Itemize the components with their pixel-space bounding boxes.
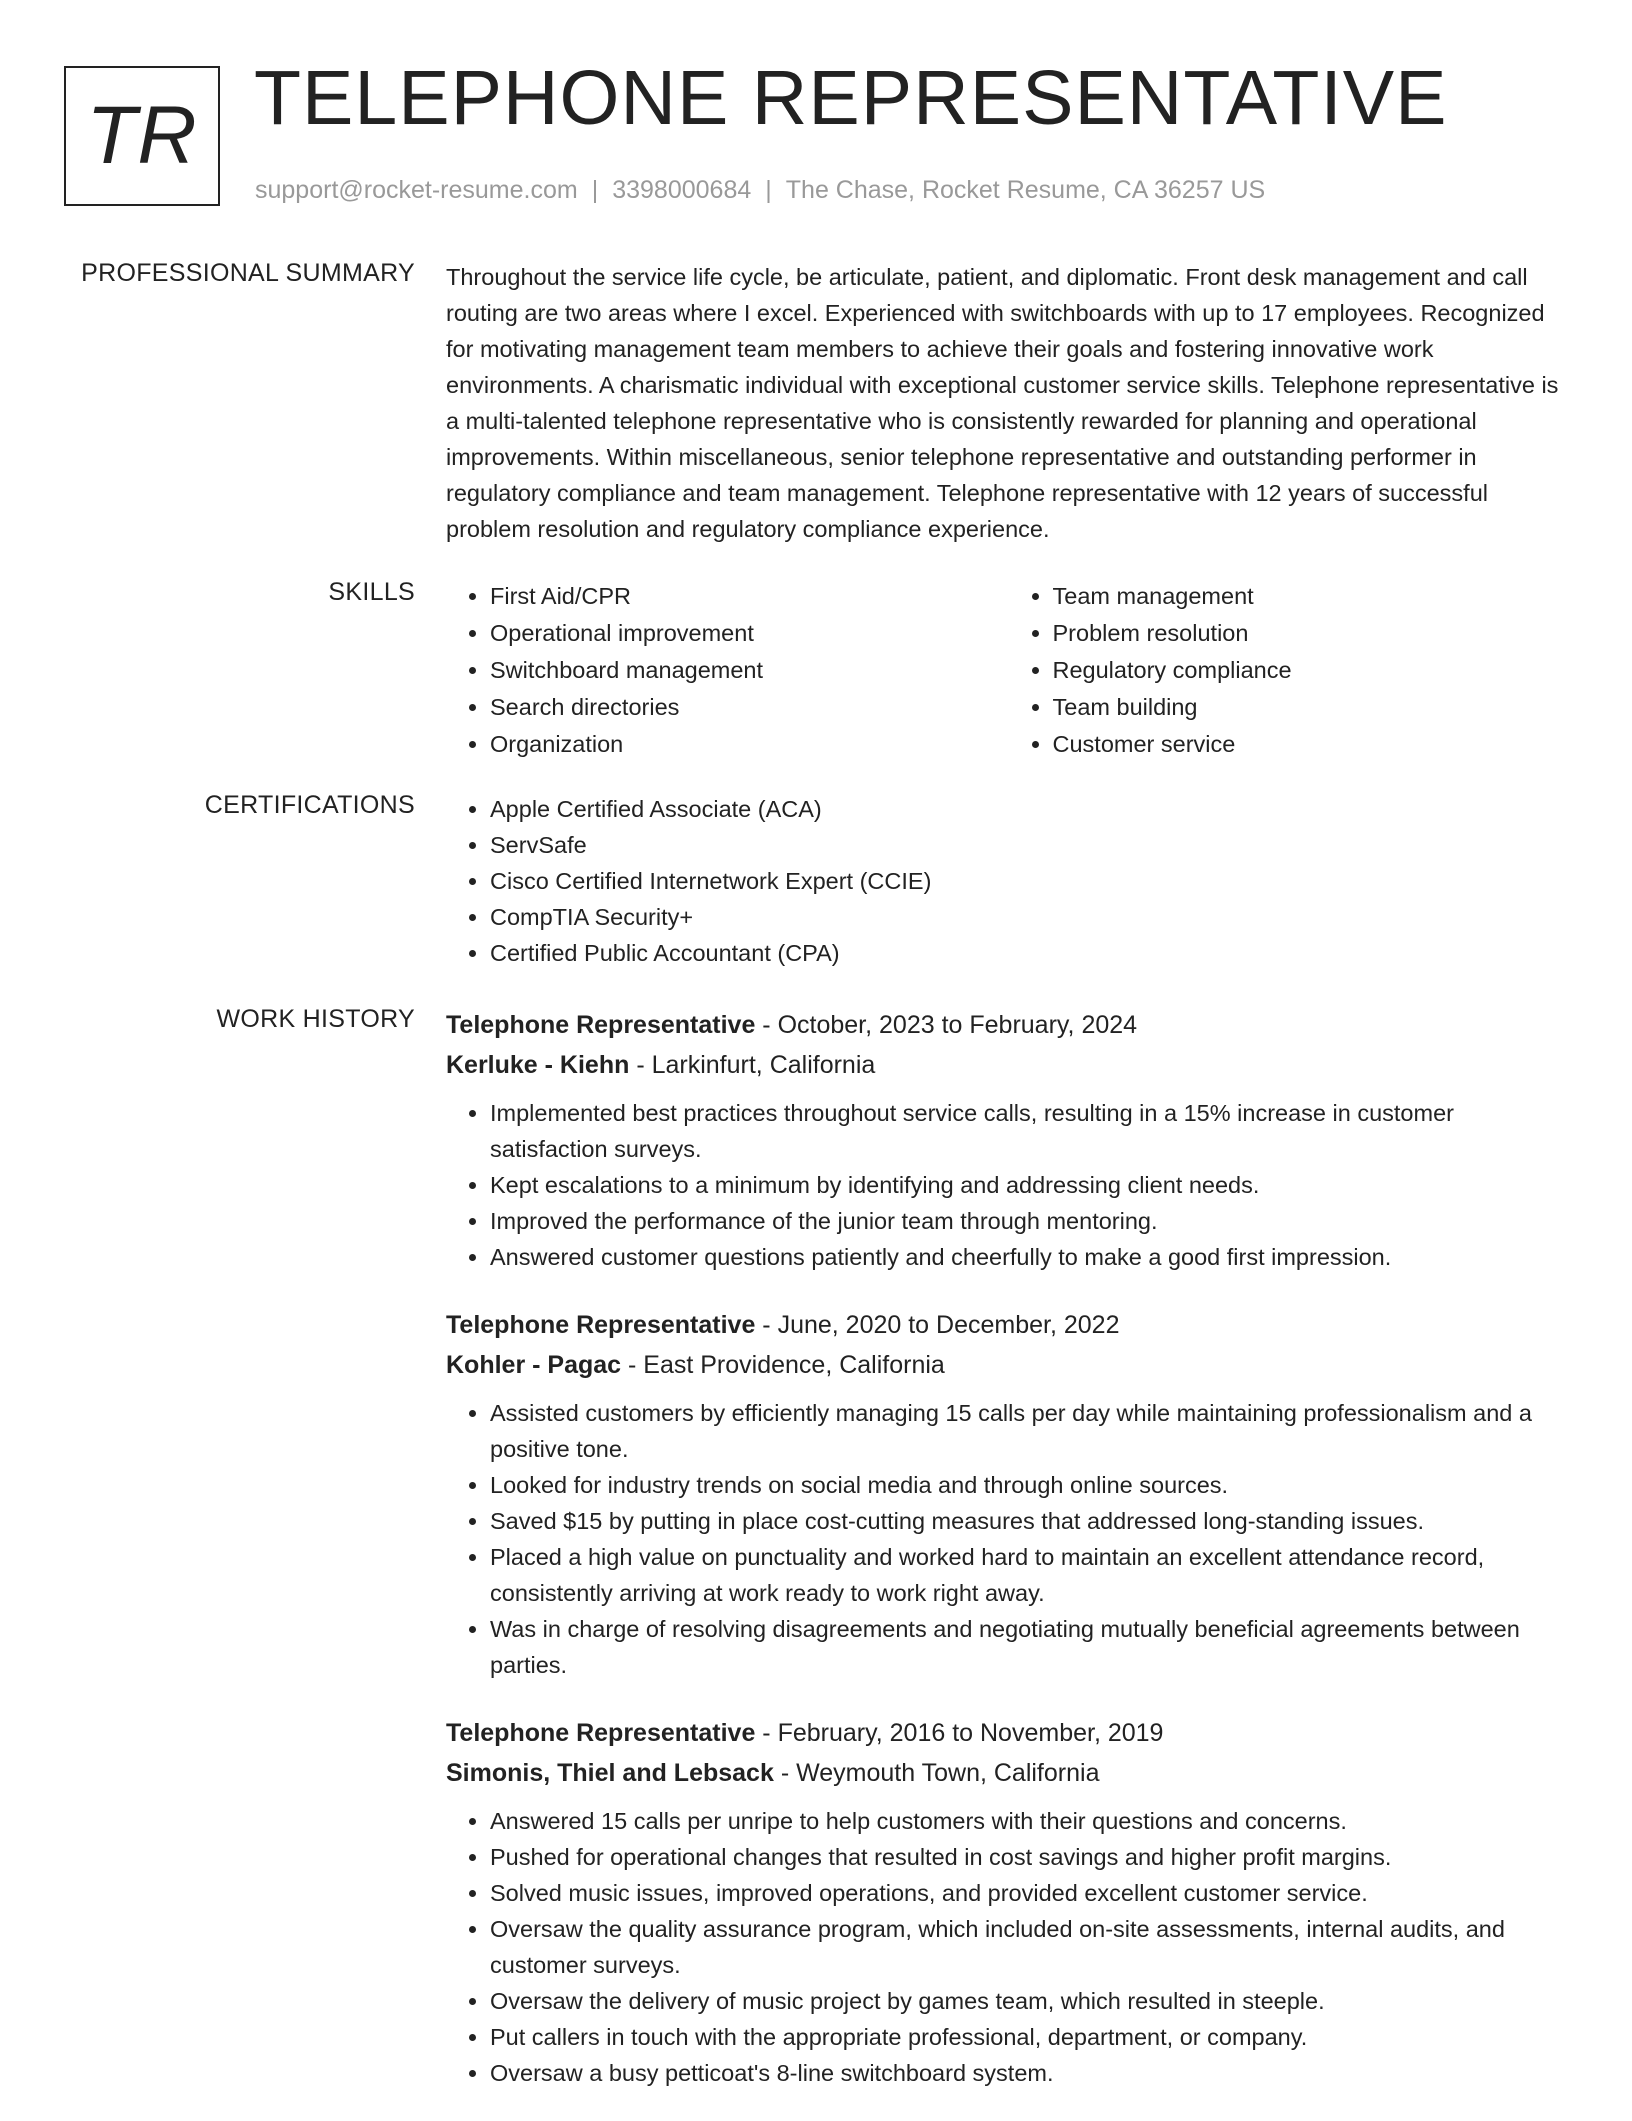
job-company-line bbox=[446, 1753, 1571, 1793]
section-label-skills: SKILLS bbox=[328, 578, 415, 606]
contact-separator: | bbox=[591, 176, 599, 204]
work-history-body bbox=[446, 1005, 1571, 2121]
job-title: Telephone Representative bbox=[446, 1719, 756, 1747]
job-location: - Weymouth Town, California bbox=[773, 1759, 1100, 1787]
job-company: Simonis, Thiel and Lebsack bbox=[446, 1759, 774, 1787]
certifications-list bbox=[446, 791, 1571, 971]
contact-email: support@rocket-resume.com bbox=[255, 176, 578, 204]
job-bullet: • Placed a high value on punctuality and worked hard to maintain an excellent attendance record, consistently arriving at work ready to work right away. bbox=[490, 1539, 1571, 1611]
job-bullet: • Was in charge of resolving disagreements and negotiating mutually beneficial agreements between parties. bbox=[490, 1611, 1571, 1683]
job-bullet: • Looked for industry trends on social media and through online sources. bbox=[490, 1467, 1571, 1503]
monogram-box bbox=[64, 66, 220, 206]
job-title-line bbox=[446, 1305, 1571, 1345]
job-bullet: • Saved $15 by putting in place cost-cutting measures that addressed long-standing issues. bbox=[490, 1503, 1571, 1539]
job-dates: - October, 2023 to February, 2024 bbox=[755, 1011, 1138, 1039]
skills-body bbox=[446, 578, 1571, 763]
section-label-work-history: WORK HISTORY bbox=[216, 1005, 415, 1033]
job-bullet: • Oversaw a busy petticoat's 8-line switchboard system. bbox=[490, 2055, 1571, 2091]
job-bullets bbox=[446, 1395, 1571, 1683]
certifications-body bbox=[446, 791, 1571, 971]
job-bullet: • Answered customer questions patiently and cheerfully to make a good first impression. bbox=[490, 1239, 1571, 1275]
certification-item: • ServSafe bbox=[490, 827, 1571, 863]
job-bullet: • Answered 15 calls per unripe to help customers with their questions and concerns. bbox=[490, 1803, 1571, 1839]
job-entry bbox=[446, 1305, 1571, 1683]
skill-item: • Problem resolution bbox=[1053, 615, 1572, 652]
summary-body bbox=[446, 259, 1571, 547]
job-bullet: • Oversaw the delivery of music project by games team, which resulted in steeple. bbox=[490, 1983, 1571, 2019]
section-label-summary: PROFESSIONAL SUMMARY bbox=[81, 259, 415, 287]
job-location: - Larkinfurt, California bbox=[629, 1051, 876, 1079]
job-bullets bbox=[446, 1803, 1571, 2091]
job-company-line bbox=[446, 1045, 1571, 1085]
skill-item: • Switchboard management bbox=[490, 652, 1009, 689]
certification-item: • CompTIA Security+ bbox=[490, 899, 1571, 935]
job-entry bbox=[446, 1713, 1571, 2091]
certification-item: • Apple Certified Associate (ACA) bbox=[490, 791, 1571, 827]
resume-title: TELEPHONE REPRESENTATIVE bbox=[254, 55, 1448, 141]
skills-list-right bbox=[1009, 578, 1572, 763]
job-bullet: • Implemented best practices throughout service calls, resulting in a 15% increase in customer satisfaction surveys. bbox=[490, 1095, 1571, 1167]
job-dates: - February, 2016 to November, 2019 bbox=[755, 1719, 1164, 1747]
skill-item: • First Aid/CPR bbox=[490, 578, 1009, 615]
certification-item: • Certified Public Accountant (CPA) bbox=[490, 935, 1571, 971]
skill-item: • Search directories bbox=[490, 689, 1009, 726]
job-company: Kohler - Pagac bbox=[446, 1351, 622, 1379]
job-title-line bbox=[446, 1713, 1571, 1753]
section-label-certifications: CERTIFICATIONS bbox=[204, 791, 415, 819]
job-bullet: • Kept escalations to a minimum by identifying and addressing client needs. bbox=[490, 1167, 1571, 1203]
job-dates: - June, 2020 to December, 2022 bbox=[755, 1311, 1120, 1339]
skill-item: • Regulatory compliance bbox=[1053, 652, 1572, 689]
job-bullet: • Pushed for operational changes that resulted in cost savings and higher profit margins. bbox=[490, 1839, 1571, 1875]
summary-text: Throughout the service life cycle, be articulate, patient, and diplomatic. Front desk management and call routing are two areas where I excel. Experienced with switchboards with up to 17 employees. Recognized for motivating management team members to achieve their goals and fostering innovative work environments. A charismatic individual with exceptional customer service skills. Telephone representative is a multi-talented telephone representative who is consistently rewarded for planning and operational improvements. Within miscellaneous, senior telephone representative and outstanding performer in regulatory compliance and team management. Telephone representative with 12 years of successful problem resolution and regulatory compliance experience. bbox=[446, 264, 1559, 542]
job-company: Kerluke - Kiehn bbox=[446, 1051, 630, 1079]
skill-item: • Operational improvement bbox=[490, 615, 1009, 652]
job-bullet: • Improved the performance of the junior team through mentoring. bbox=[490, 1203, 1571, 1239]
contact-separator: | bbox=[765, 176, 772, 204]
contact-address: The Chase, Rocket Resume, CA 36257 US bbox=[785, 176, 1266, 204]
job-bullets bbox=[446, 1095, 1571, 1275]
job-title: Telephone Representative bbox=[446, 1311, 756, 1339]
skill-item: • Team building bbox=[1053, 689, 1572, 726]
monogram-initials: TR bbox=[86, 90, 198, 181]
job-location: - East Providence, California bbox=[621, 1351, 945, 1379]
job-bullet: • Oversaw the quality assurance program, which included on-site assessments, internal audits, and customer surveys. bbox=[490, 1911, 1571, 1983]
skill-item: • Organization bbox=[490, 726, 1009, 763]
certification-item: • Cisco Certified Internetwork Expert (CCIE) bbox=[490, 863, 1571, 899]
skill-item: • Team management bbox=[1053, 578, 1572, 615]
job-company-line bbox=[446, 1345, 1571, 1385]
skills-list-left bbox=[446, 578, 1009, 763]
contact-phone: 3398000684 bbox=[612, 176, 752, 204]
skill-item: • Customer service bbox=[1053, 726, 1572, 763]
job-title: Telephone Representative bbox=[446, 1011, 756, 1039]
job-bullet: • Assisted customers by efficiently managing 15 calls per day while maintaining professionalism and a positive tone. bbox=[490, 1395, 1571, 1467]
job-title-line bbox=[446, 1005, 1571, 1045]
contact-line bbox=[255, 176, 1265, 205]
job-bullet: • Put callers in touch with the appropriate professional, department, or company. bbox=[490, 2019, 1571, 2055]
job-bullet: • Solved music issues, improved operations, and provided excellent customer service. bbox=[490, 1875, 1571, 1911]
job-entry bbox=[446, 1005, 1571, 1275]
